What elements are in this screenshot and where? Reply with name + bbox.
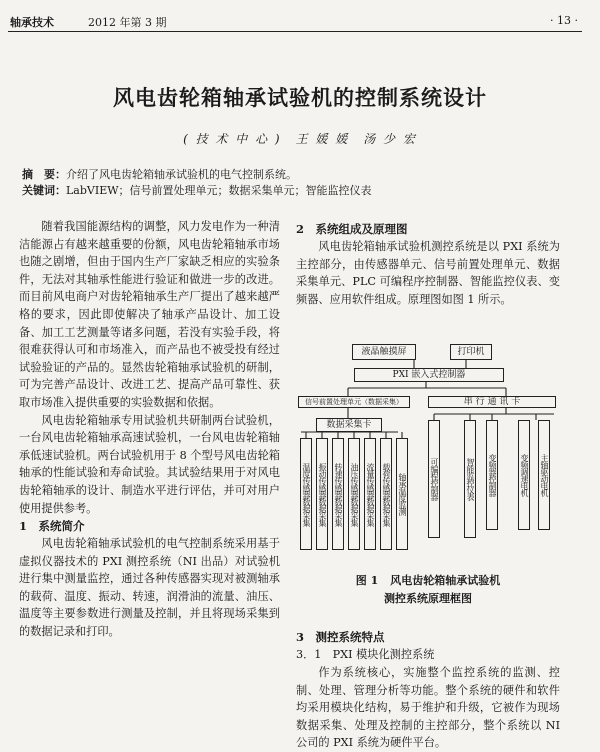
leaf-bearing-temp: 轴承温度监测 — [396, 438, 408, 550]
leaf-speed: 转速传感器数据采集 — [332, 438, 344, 550]
figure-title-line-2: 测控系统原理框图 — [384, 592, 472, 605]
intro-paragraph-2: 风电齿轮箱轴承专用试验机共研制两台试验机，一台风电齿轮箱轴承高速试验机，一台风电齿轮箱轴承低速试验机。两台试验机用于 8 个型号风电齿轮箱轴承的性能试验和寿命试验。其试验结果用于对风电齿轮箱轴承的设计、制造水平进行评估，并可对用户使用提供参考。 — [19, 413, 280, 515]
figure-caption — [300, 572, 556, 608]
keywords-line — [22, 183, 582, 199]
summary-line — [22, 167, 582, 183]
leaf-temperature: 温度传感器数据采集 — [300, 438, 312, 550]
running-header — [10, 14, 578, 30]
section-3-1-paragraph: 作为系统核心，实施整个监控系统的监测、控制、处理、管理分析等功能。整个系统的硬件和软件均采用模块化结构，易于维护和升级，它被作为现场数据采集、处理及控制的主控部分，整个系统以 NI 公司的 PXI 系统为硬件平台。 — [296, 666, 560, 750]
journal-name: 轴承技术 — [10, 16, 54, 29]
summary-text: 介绍了风电齿轮箱轴承试验机的电气控制系统。 — [66, 168, 297, 181]
leaf-vibration: 振动传感器数据采集 — [316, 438, 328, 550]
leaf-plc: 可编程控制器 — [428, 420, 440, 538]
section-3-heading: 3 测控系统特点 — [296, 630, 385, 644]
keywords-text: LabVIEW；信号前置处理单元；数据采集单元；智能监控仪表 — [66, 184, 372, 197]
right-column-top — [296, 220, 560, 308]
right-column-bottom — [296, 628, 560, 752]
authors-line: ( 技 术 中 心 ) 王 媛 媛 汤 少 宏 — [183, 132, 417, 146]
keywords-label: 关键词： — [22, 184, 66, 197]
leaf-oil-pressure: 油压传感器数据采集 — [348, 438, 360, 550]
intro-paragraph-1: 随着我国能源结构的调整，风力发电作为一种清洁能源占有越来越重要的份额，风电齿轮箱轴承市场也随之剧增，但由于国内生产厂家缺乏相应的实验条件，无法对其轴承性能进行验证和做进一步的改进。而目前风电商户对齿轮箱轴承生产厂提出了越来越严格的要求，因此即使解决了轴承产品设计、加工设备、加工工艺测量等诸多问题，若没有实验手段，将很难获得认可和市场准入，而产品也不被受投有经过试验验证的产品的。显然齿轮箱轴承试验机的研制，可为完善产品设计、改进工艺、提高产品可靠性、获取市场准入提供重要的实验数据和依据。 — [19, 220, 280, 409]
figure-title: 风电齿轮箱轴承试验机 — [390, 574, 501, 587]
block-diagram — [296, 342, 558, 564]
leaf-smart-meter: 智能监控仪表 — [464, 420, 476, 538]
header-rule — [8, 31, 582, 32]
issue-label: 2012 年第 3 期 — [88, 16, 167, 29]
leaf-load: 载荷传感器数据采集 — [380, 438, 392, 550]
section-3-1-heading: 3．1 PXI 模块化测控系统 — [296, 648, 435, 661]
leaf-inverter: 变频器控制器 — [486, 420, 498, 530]
leaf-vf-motor: 变频调速电机 — [518, 420, 530, 530]
section-2-paragraph: 风电齿轮箱轴承试验机测控系统是以 PXI 系统为主控部分，由传感器单元、信号前置处理单元、数据采集单元、PLC 可编程序控制器、智能监控仪表、变频器、应用软件组成。原理图如图 1 所示。 — [296, 240, 560, 306]
pxi-controller-box: PXI 嵌入式控制器 — [354, 368, 504, 382]
page-number: · 13 · — [550, 14, 578, 27]
left-column — [19, 218, 280, 641]
paper-title: 风电齿轮箱轴承试验机的控制系统设计 — [113, 85, 487, 110]
section-2-heading: 2 系统组成及原理图 — [296, 222, 408, 236]
serial-comm-box: 串 行 通 讯 卡 — [428, 396, 556, 408]
touch-screen-box: 液晶触摸屏 — [352, 344, 416, 360]
section-1-heading: 1 系统简介 — [19, 519, 85, 534]
figure-number: 图 1 — [355, 574, 379, 587]
leaf-flow: 流量传感器数据采集 — [364, 438, 376, 550]
signal-processing-box: 信号前置处理单元（数据采集） — [298, 396, 410, 408]
summary-label: 摘 要： — [22, 168, 66, 181]
daq-card-box: 数据采集卡 — [316, 418, 382, 432]
section-1-paragraph: 风电齿轮箱轴承试验机的电气控制系统采用基于虚拟仪器技术的 PXI 测控系统（NI 出品）对试验机进行集中测量监控，通过各种传感器实现对被测轴承的载荷、温度、振动、转速，润滑油的流量、油压、温度等主要参数进行测量及控制，并且将现场采集到的数据记录和打印。 — [19, 537, 280, 639]
leaf-spindle-motor: 主轴驱动电机 — [538, 420, 550, 530]
abstract-block — [22, 167, 582, 199]
printer-box: 打印机 — [450, 344, 492, 360]
